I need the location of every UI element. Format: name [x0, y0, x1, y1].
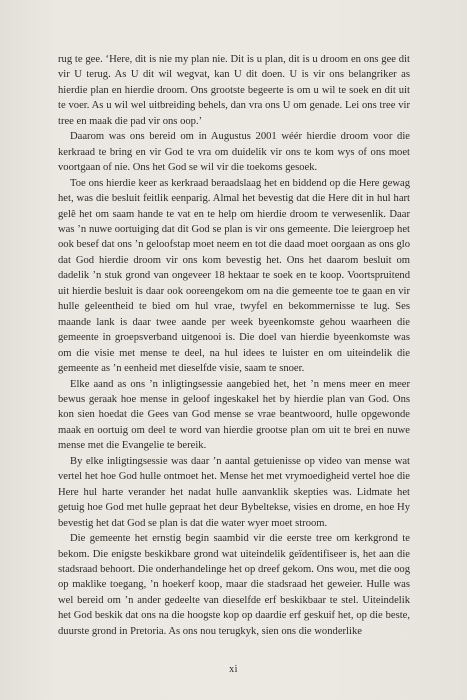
paragraph-2: Daarom was ons bereid om in Augustus 2001 wéér hierdie droom voor die kerkraad te bring en vir God te vra om duidelik vir ons te kom wys of ons moet voortgaan of nie. Ons het God se wil vir die toekoms gesoek. [58, 131, 410, 174]
paragraph-6: Die gemeente het ernstig begin saambid vir die eerste tree om kerkgrond te bekom. Die enigste beskikbare grond wat uiteindelik geïdentifiseer is, het aan die stadsraad behoort. Die onderhandelinge het op dreef gekom. Ons wou, met die oog op maklike toegang, ’n hoekerf koop, maar die stadsraad het geweier. Hulle was wel bereid om ’n ander gedeelte van dieselfde erf beskikbaar te stel. Uiteindelik het God beskik dat ons na die hoogste kop op daardie erf geskuif het, op die beste, duurste grond in Pretoria. As ons nou terugkyk, sien ons die wonderlike [58, 533, 410, 637]
body-text [58, 52, 410, 639]
paragraph-3: Toe ons hierdie keer as kerkraad beraadslaag het en biddend op die Here gewag het, was die besluit feitlik eenparig. Almal het bevestig dat die Here dit in hul hart gelê het om saam hande te vat en te help om hierdie droom te verwesenlik. Daar was ’n nuwe oortuiging dat dit God se plan is vir ons gemeente. Die leiergroep het ook besef dat ons ’n geloofstap moet neem en tot die daad moet oorgaan as ons glo dat God hierdie droom vir ons kom bevestig het. Ons het daarom besluit om dadelik ’n stuk grond van ongeveer 18 hektaar te soek en te koop. Voortspruitend uit hierdie besluit is daar ook ooreengekom om na die gemeente toe te gaan en vir hulle geleentheid te bied om hul vrae, twyfel en bekommernisse te lug. Ses maande lank is daar twee aande per week byeenkomste gehou waarheen die gemeente in groepsverband uitgenooi is. Die doel van hierdie byeenkomste was om die visie met mense te deel, na hul idees te luister en om uiteindelik die gemeente as ’n eenheid met dieselfde visie, saam te snoer. [58, 177, 410, 375]
page-number: xi [229, 664, 238, 675]
paragraph-1: rug te gee. ‘Here, dit is nie my plan nie. Dit is u plan, dit is u droom en ons gee dit vir U terug. As U dit wil wegvat, kan U dit doen. U is vir ons belangriker as hierdie plan en hierdie droom. Ons grootste begeerte is om u wil te soek en dit uit te voer. As u wil wel uitbreiding behels, dan vra ons U om genade. Lei ons tree vir tree en maak die pad vir ons oop.’ [58, 54, 410, 127]
paragraph-4: Elke aand as ons ’n inligtingsessie aangebied het, het ’n mens meer en meer bewus geraak hoe mense in geloof ingeskakel het by hierdie plan van God. Ons kon sien hoedat die Gees van God mense se vrae beantwoord, hulle opgewonde maak en oortuig om deel te word van hierdie grootse plan om uit te brei en nuwe mense met die Evangelie te bereik. [58, 378, 410, 452]
paragraph-5: By elke inligtingsessie was daar ’n aantal getuienisse op video van mense wat vertel het hoe God hulle ontmoet het. Mense het met vrymoedigheid vertel hoe die Here hul harte verander het nadat hulle aanvanklik skepties was. Lidmate het getuig hoe God met hulle gepraat het deur Bybeltekse, visies en drome, en hoe Hy bevestig het dat God se plan is dat die water wyer moet stroom. [58, 455, 410, 529]
